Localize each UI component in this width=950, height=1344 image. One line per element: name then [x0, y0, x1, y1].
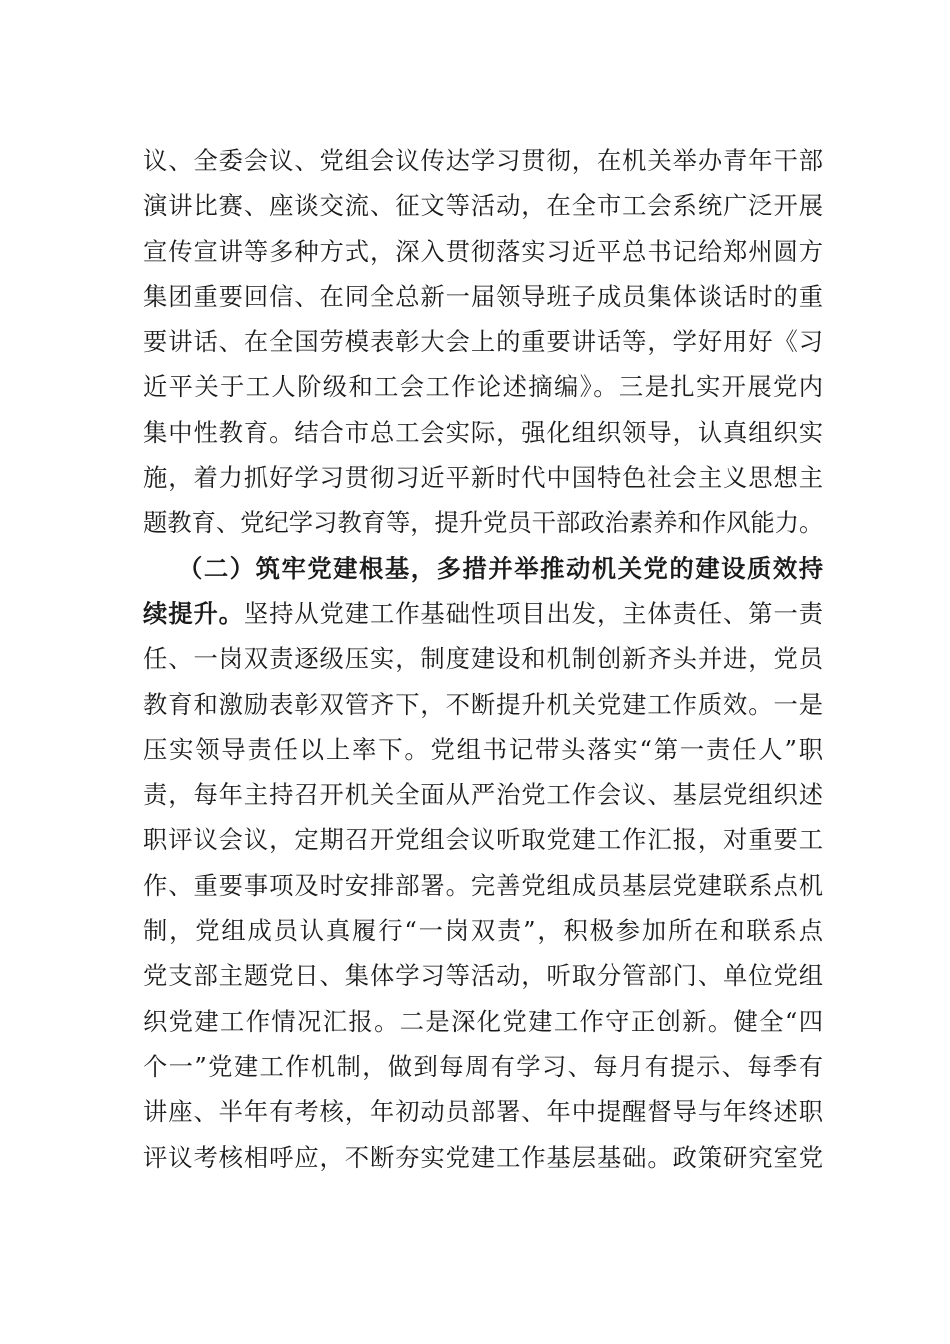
text-line: 任、一岗双责逐级压实，制度建设和机制创新齐头并进，党员 — [143, 644, 823, 674]
text-line: 责，每年主持召开机关全面从严治党工作会议、基层党组织述 — [143, 780, 823, 810]
text-line: 压实领导责任以上率下。党组书记带头落实“第一责任人”职 — [143, 734, 823, 764]
text-line: 演讲比赛、座谈交流、征文等活动，在全市工会系统广泛开展 — [143, 191, 823, 221]
text-line: 施，着力抓好学习贯彻习近平新时代中国特色社会主义思想主 — [143, 463, 823, 493]
text-line: 作、重要事项及时安排部署。完善党组成员基层党建联系点机 — [143, 870, 823, 900]
section-heading-tail: 续提升。 — [143, 598, 244, 628]
text-line: 教育和激励表彰双管齐下，不断提升机关党建工作质效。一是 — [143, 689, 823, 719]
text-line — [143, 591, 823, 636]
text-line: 议、全委会议、党组会议传达学习贯彻，在机关举办青年干部 — [143, 146, 823, 175]
text-line: 题教育、党纪学习教育等，提升党员干部政治素养和作风能力。 — [143, 508, 824, 538]
text-line: 宣传宣讲等多种方式，深入贯彻落实习近平总书记给郑州圆方 — [143, 236, 823, 266]
text-line-rest: 坚持从党建工作基础性项目出发，主体责任、第一责 — [243, 598, 824, 628]
text-line: 织党建工作情况汇报。二是深化党建工作守正创新。健全“四 — [143, 1006, 823, 1036]
section-heading: （二）筑牢党建根基，多措并举推动机关党的建设质效持 — [178, 553, 823, 583]
text-line: 讲座、半年有考核，年初动员部署、年中提醒督导与年终述职 — [143, 1097, 823, 1127]
text-line: 集团重要回信、在同全总新一届领导班子成员集体谈话时的重 — [143, 281, 823, 311]
text-line: 个一”党建工作机制，做到每周有学习、每月有提示、每季有 — [143, 1051, 823, 1081]
text-line: 职评议会议，定期召开党组会议听取党建工作汇报，对重要工 — [143, 825, 823, 855]
body-text — [143, 138, 823, 1180]
text-line: 近平关于工人阶级和工会工作论述摘编》。三是扎实开展党内 — [143, 372, 823, 402]
text-line: 集中性教育。结合市总工会实际，强化组织领导，认真组织实 — [143, 417, 823, 447]
text-line: 党支部主题党日、集体学习等活动，听取分管部门、单位党组 — [143, 961, 823, 991]
text-line: 评议考核相呼应，不断夯实党建工作基层基础。政策研究室党 — [143, 1142, 823, 1172]
text-line: 制，党组成员认真履行“一岗双责”，积极参加所在和联系点 — [143, 916, 823, 946]
text-line: 要讲话、在全国劳模表彰大会上的重要讲话等，学好用好《习 — [143, 327, 823, 357]
